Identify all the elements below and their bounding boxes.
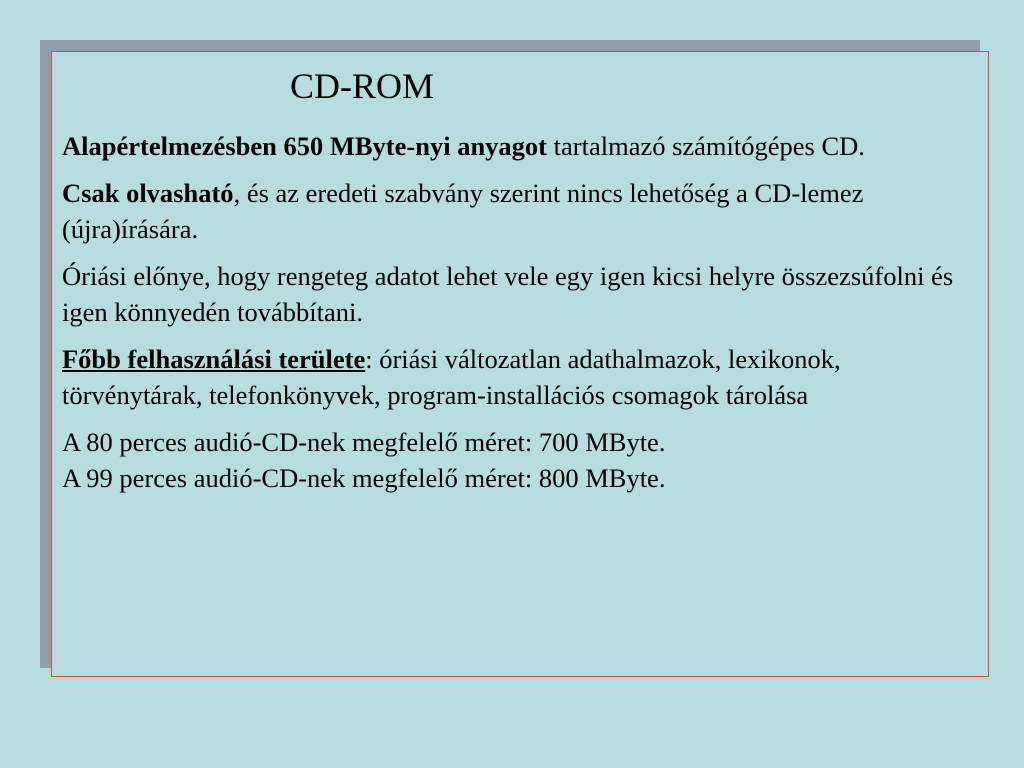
read-only-text: , és az eredeti szabvány szerint nincs lehetőség a CD-lemez (újra)írására. (62, 178, 864, 244)
uses-text: : óriási változatlan adathalmazok, lexikonok, törvénytárak, telefonkönyvek, program-installációs csomagok tárolása (62, 344, 841, 410)
slide-content (62, 128, 982, 507)
capacity-text: tartalmazó számítógépes CD. (547, 131, 865, 161)
paragraph-read-only (62, 175, 982, 247)
audio-size-80: A 80 perces audió-CD-nek megfelelő méret: 700 MByte. (62, 427, 666, 457)
paragraph-audio-sizes (62, 424, 982, 496)
paragraph-capacity (62, 128, 982, 164)
capacity-emphasis: Alapértelmezésben 650 MByte-nyi anyagot (62, 131, 548, 161)
audio-size-99: A 99 perces audió-CD-nek megfelelő méret: 800 MByte. (62, 463, 666, 493)
uses-heading: Főbb felhasználási területe (62, 344, 366, 374)
paragraph-uses (62, 341, 982, 413)
read-only-emphasis: Csak olvasható (62, 178, 234, 208)
paragraph-advantage: Óriási előnye, hogy rengeteg adatot lehet vele egy igen kicsi helyre összezsúfolni és igen könnyedén továbbítani. (62, 261, 954, 327)
slide-title: CD-ROM (289, 66, 435, 106)
